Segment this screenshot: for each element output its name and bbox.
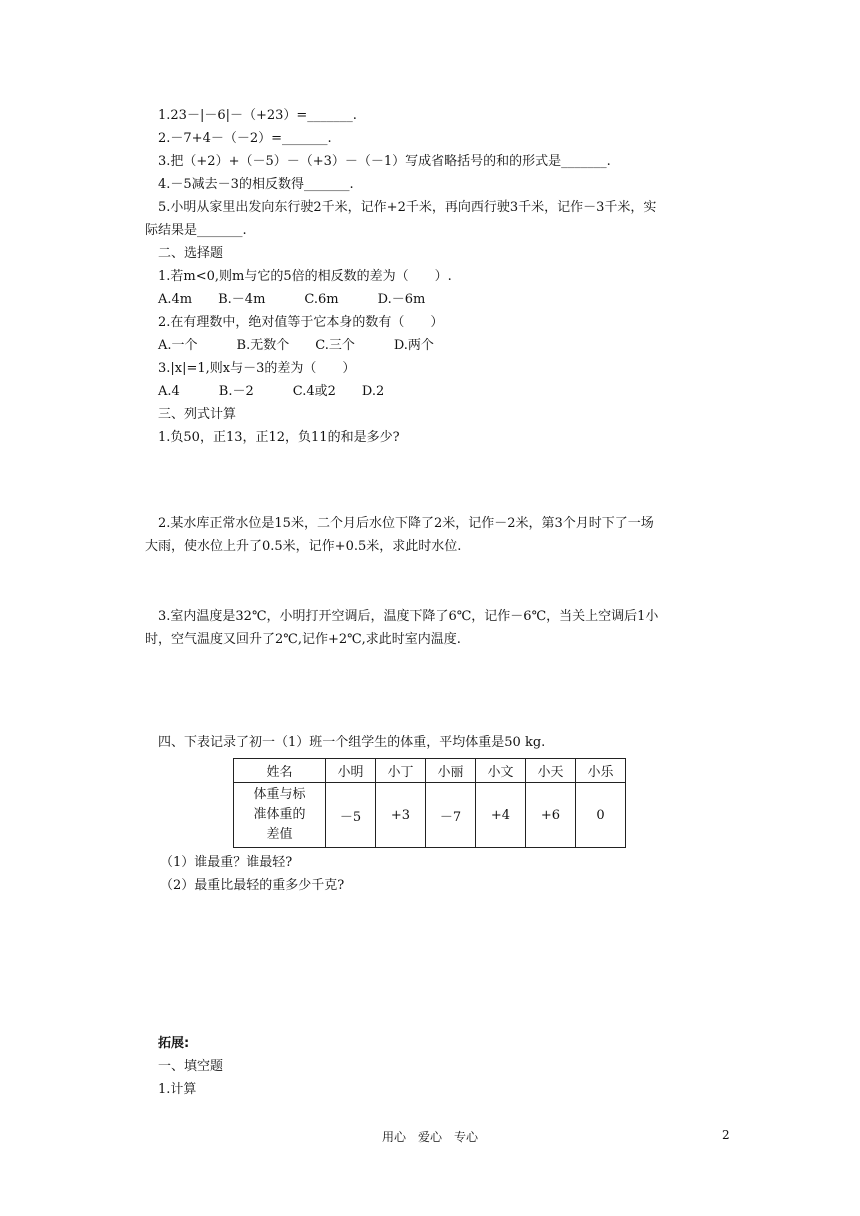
calc-q1: 1.负50，正13，正12，负11的和是多少?	[158, 430, 400, 445]
table-value-row	[234, 783, 626, 848]
fill-blank-5-line1: 5.小明从家里出发向东行驶2千米，记作+2千米，再向西行驶3千米，记作－3千米，实	[158, 200, 657, 215]
calc-q3-line1: 3.室内温度是32℃，小明打开空调后，温度下降了6℃，记作－6℃，当关上空调后1小	[158, 609, 659, 624]
extension-heading: 一、填空题	[158, 1059, 224, 1074]
fill-blank-5-line2: 际结果是_______.	[145, 223, 247, 238]
table-value-cell: －7	[426, 783, 476, 848]
fill-blank-4: 4.－5减去－3的相反数得_______.	[158, 177, 354, 192]
table-name-cell: 小文	[476, 759, 526, 783]
choice-q1-options: A.4m B.－4m C.6m D.－6m	[158, 292, 426, 307]
row-label-line: 体重与标	[253, 787, 306, 802]
row-label-line: 准体重的	[253, 807, 306, 822]
fill-blank-1: 1.23－|－6|－（+23）=_______.	[158, 108, 357, 123]
choice-q3-options: A.4 B.－2 C.4或2 D.2	[158, 384, 385, 399]
fill-blank-3: 3.把（+2）+（－5）－（+3）－（－1）写成省略括号的和的形式是_______.	[158, 154, 611, 169]
row-label-line: 差值	[266, 827, 293, 842]
calc-q3-line2: 时，空气温度又回升了2℃,记作+2℃,求此时室内温度.	[145, 632, 461, 647]
page-number: 2	[722, 1128, 730, 1142]
choice-q2-options: A.一个 B.无数个 C.三个 D.两个	[158, 338, 434, 353]
table-row-label	[234, 783, 326, 848]
table-header-label: 姓名	[234, 759, 326, 783]
table-value-cell: +3	[376, 783, 426, 848]
table-value-cell: +4	[476, 783, 526, 848]
weight-difference-table	[233, 758, 626, 848]
table-value-cell: －5	[326, 783, 376, 848]
table-name-cell: 小明	[326, 759, 376, 783]
table-name-cell: 小乐	[576, 759, 626, 783]
section4-q2: （2）最重比最轻的重多少千克?	[160, 878, 345, 893]
table-name-cell: 小天	[526, 759, 576, 783]
table-value-cell: 0	[576, 783, 626, 848]
table-name-cell: 小丁	[376, 759, 426, 783]
calc-q2-line2: 大雨，使水位上升了0.5米，记作+0.5米，求此时水位.	[145, 539, 462, 554]
choice-q3: 3.|x|=1,则x与－3的差为（ ）	[158, 361, 356, 376]
section3-heading: 三、列式计算	[158, 407, 237, 422]
extension-item1: 1.计算	[158, 1082, 197, 1097]
choice-q1: 1.若m<0,则m与它的5倍的相反数的差为（ ）.	[158, 269, 452, 284]
section4-heading: 四、下表记录了初一（1）班一个组学生的体重，平均体重是50 kg.	[158, 735, 546, 750]
section2-heading: 二、选择题	[158, 246, 224, 261]
extension-title: 拓展:	[158, 1036, 190, 1051]
fill-blank-2: 2.－7+4－（－2）=_______.	[158, 131, 332, 146]
calc-q2-line1: 2.某水库正常水位是15米，二个月后水位下降了2米，记作－2米，第3个月时下了一场	[158, 516, 654, 531]
table-value-cell: +6	[526, 783, 576, 848]
page-footer: 用心 爱心 专心	[381, 1130, 478, 1144]
section4-q1: （1）谁最重？谁最轻?	[160, 855, 293, 870]
table-header-row	[234, 759, 626, 783]
table-name-cell: 小丽	[426, 759, 476, 783]
choice-q2: 2.在有理数中，绝对值等于它本身的数有（ ）	[158, 315, 444, 330]
